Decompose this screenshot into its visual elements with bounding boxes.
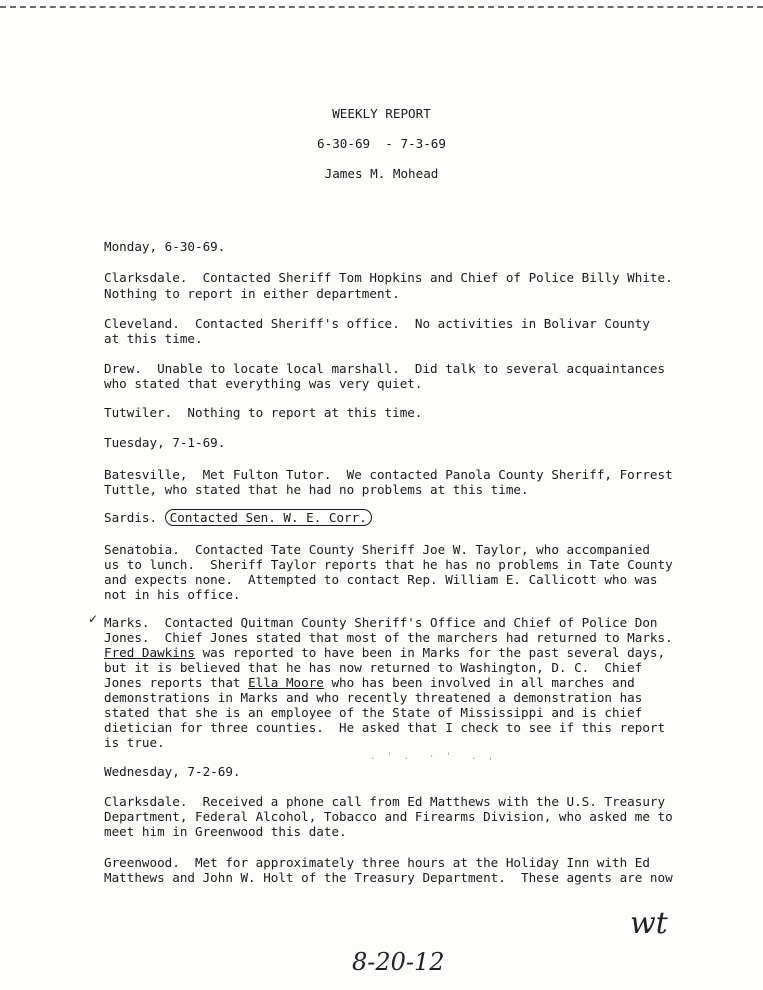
- marks-entry-line-1: Marks. Contacted Quitman County Sheriff's Office and Chief of Police Don: [104, 615, 658, 630]
- senatobia-entry-line-1: Senatobia. Contacted Tate County Sheriff Joe W. Taylor, who accompanied: [104, 542, 650, 557]
- clarksdale-2-entry-line-2: Department, Federal Alcohol, Tobacco and Firearms Division, who asked me to: [104, 809, 673, 824]
- senatobia-entry-line-3: and expects none. Attempted to contact Rep. William E. Callicott who was: [104, 572, 658, 587]
- batesville-entry-line-1: Batesville, Met Fulton Tutor. We contacted Panola County Sheriff, Forrest: [104, 467, 673, 482]
- report-author: James M. Mohead: [324, 166, 439, 181]
- marks-entry-line-9: is true.: [104, 735, 165, 750]
- clarksdale-2-entry-line-3: meet him in Greenwood this date.: [104, 824, 347, 839]
- tutwiler-entry: Tutwiler. Nothing to report at this time.: [104, 405, 423, 420]
- sardis-entry: [104, 510, 372, 525]
- underlined-name-fred-dawkins: Fred Dawkins: [104, 645, 195, 660]
- marks-entry-line-5-prefix: Jones reports that: [104, 675, 249, 690]
- tuesday-heading: Tuesday, 7-1-69.: [104, 435, 226, 450]
- drew-entry-line-1: Drew. Unable to locate local marshall. Did talk to several acquaintances: [104, 361, 666, 376]
- marks-entry-line-5-text: who has been involved in all marches and: [323, 675, 635, 690]
- marks-entry-line-7: stated that she is an employee of the State of Mississippi and is chief: [104, 705, 643, 720]
- handwritten-initials: wt: [630, 906, 668, 941]
- greenwood-entry-line-1: Greenwood. Met for approximately three hours at the Holiday Inn with Ed: [104, 855, 650, 870]
- marks-entry-line-3-text: was reported to have been in Marks for the past several days,: [195, 645, 666, 660]
- underlined-name-ella-moore: Ella Moore: [248, 675, 324, 690]
- marks-entry-line-3: [104, 645, 665, 660]
- marks-entry-line-6: demonstrations in Marks and who recently threatened a demonstration has: [104, 690, 643, 705]
- wednesday-heading: Wednesday, 7-2-69.: [104, 764, 241, 779]
- cleveland-entry-line-2: at this time.: [104, 331, 203, 346]
- top-dashed-rule: [0, 6, 763, 8]
- handwritten-date-note: 8-20-12: [352, 948, 445, 976]
- cleveland-entry-line-1: Cleveland. Contacted Sheriff's office. No activities in Bolivar County: [104, 316, 650, 331]
- sardis-label: Sardis.: [104, 510, 158, 525]
- batesville-entry-line-2: Tuttle, who stated that he had no problems at this time.: [104, 482, 529, 497]
- marks-entry-line-5: [104, 675, 635, 690]
- greenwood-entry-line-2: Matthews and John W. Holt of the Treasury Department. These agents are now: [104, 870, 673, 885]
- clarksdale-entry-line-1: Clarksdale. Contacted Sheriff Tom Hopkins and Chief of Police Billy White.: [104, 270, 673, 285]
- monday-heading: Monday, 6-30-69.: [104, 239, 226, 254]
- check-mark-icon: ✓: [88, 612, 99, 626]
- marks-entry-line-2: Jones. Chief Jones stated that most of the marchers had returned to Marks.: [104, 630, 673, 645]
- marks-entry-line-8: dietician for three counties. He asked that I check to see if this report: [104, 720, 666, 735]
- clarksdale-entry-line-2: Nothing to report in either department.: [104, 286, 400, 301]
- sardis-circled-text: Contacted Sen. W. E. Corr.: [165, 509, 372, 526]
- drew-entry-line-2: who stated that everything was very quiet.: [104, 376, 423, 391]
- marks-entry-line-4: but it is believed that he has now returned to Washington, D. C. Chief: [104, 660, 643, 675]
- report-title: WEEKLY REPORT: [332, 106, 431, 121]
- report-date-range: 6-30-69 - 7-3-69: [317, 136, 446, 151]
- scan-noise: . ' . · ' . ,: [370, 752, 497, 762]
- senatobia-entry-line-2: us to lunch. Sheriff Taylor reports that he has no problems in Tate County: [104, 557, 673, 572]
- clarksdale-2-entry-line-1: Clarksdale. Received a phone call from Ed Matthews with the U.S. Treasury: [104, 794, 666, 809]
- senatobia-entry-line-4: not in his office.: [104, 587, 241, 602]
